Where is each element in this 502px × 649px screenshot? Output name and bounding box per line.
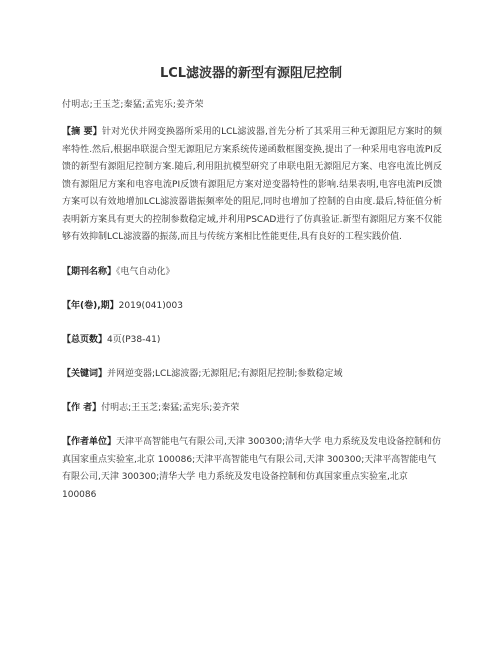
- keywords-value: 并网逆变器;LCL滤波器;无源阻尼;有源阻尼控制;参数稳定域: [107, 369, 343, 379]
- author-line: 付明志;王玉芝;秦猛;孟宪乐;姜齐荣: [62, 100, 204, 110]
- pages-value: 4页(P38-41): [107, 335, 161, 345]
- affiliation-label: 【作者单位】: [62, 437, 117, 447]
- abstract-block: [62, 124, 442, 247]
- journal-value: 《电气自动化》: [116, 267, 175, 277]
- abstract-label: 【摘 要】: [62, 127, 102, 137]
- journal-field: [62, 264, 442, 282]
- volume-value: 2019(041)003: [118, 301, 183, 311]
- volume-field: [62, 298, 442, 316]
- volume-label: 【年(卷),期】: [62, 301, 119, 311]
- abstract-text: 针对光伏并网变换器所采用的LCL滤波器,首先分析了其采用三种无源阻尼方案时的频率特性.然后,根据串联混合型无源阻尼方案系统传递函数框图变换,提出了一种采用电容电流PI反馈的新型有源阻尼控制方案.随后,利用阻抗模型研究了串联电阻无源阻尼方案、电容电流比例反馈有源阻尼方案和电容电流PI反馈有源阻尼方案对逆变器特性的影响.结果表明,电容电流PI反馈方案可以有效地增加LCL滤波器谐振频率处的阻尼,同时也增加了控制的自由度.最后,特征值分析表明新方案具有更大的控制参数稳定域,并利用PSCAD进行了仿真验证.新型有源阻尼方案不仅能够有效抑制LCL滤波器的振荡,而且与传统方案相比性能更佳,具有良好的工程实践价值.: [62, 127, 442, 242]
- keywords-label: 【关键词】: [62, 369, 108, 379]
- pages-field: [62, 332, 442, 350]
- author-label: 【作 者】: [62, 403, 102, 413]
- author-field: [62, 400, 442, 418]
- affiliation-field: [62, 434, 442, 504]
- affiliation-value: 天津平高智能电气有限公司,天津 300300;清华大学 电力系统及发电设备控制和仿真国家重点实验室,北京 100086;天津平高智能电气有限公司,天津 300300;天津平高智能电气有限公司,天津 300300;清华大学 电力系统及发电设备控制和仿真国家重点实验室,北京 100086: [62, 437, 441, 500]
- paper-title: LCL滤波器的新型有源阻尼控制: [159, 66, 343, 81]
- keywords-field: [62, 366, 442, 384]
- pages-label: 【总页数】: [62, 335, 108, 345]
- journal-label: 【期刊名称】: [62, 267, 117, 277]
- author-value: 付明志;王玉芝;秦猛;孟宪乐;姜齐荣: [101, 403, 240, 413]
